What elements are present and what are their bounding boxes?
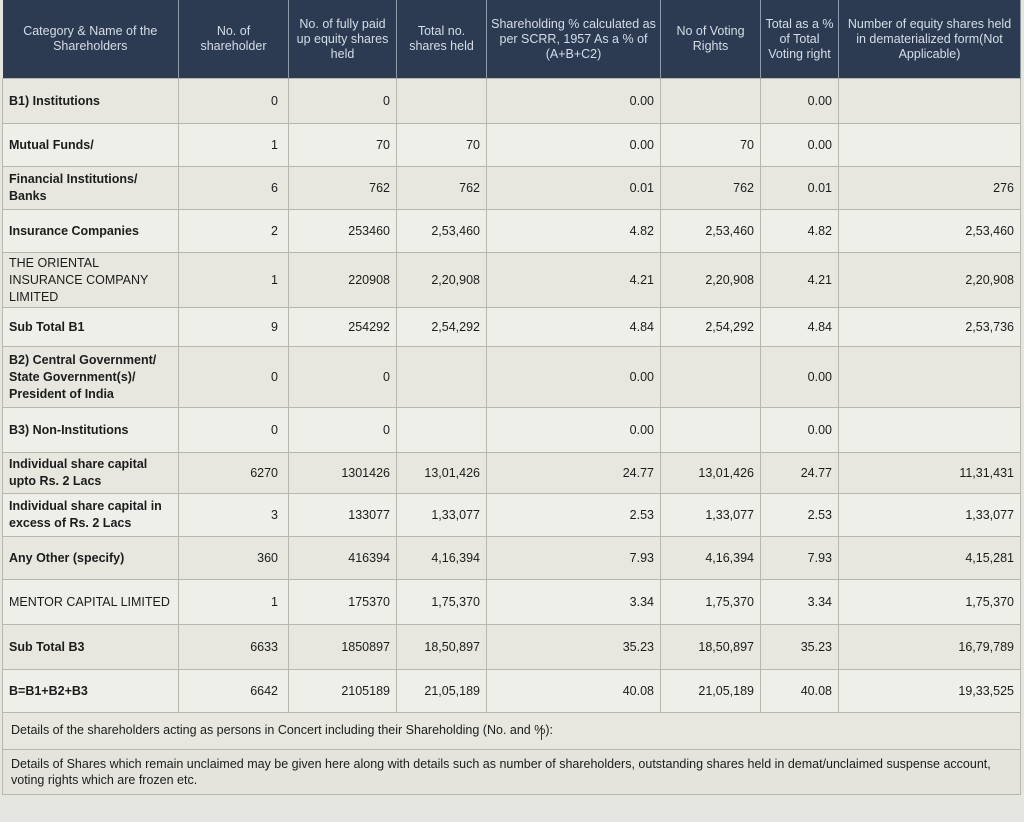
fully-paid-cell: 2105189 [289, 670, 397, 713]
demat-cell: 4,15,281 [839, 537, 1021, 580]
total-shares-cell: 18,50,897 [397, 625, 487, 670]
voting-rights-cell: 2,54,292 [661, 308, 761, 347]
fully-paid-cell: 220908 [289, 253, 397, 308]
total-shares-cell: 2,20,908 [397, 253, 487, 308]
table-row [3, 453, 1021, 494]
voting-pct-cell: 0.00 [761, 347, 839, 408]
category-cell: THE ORIENTAL INSURANCE COMPANY LIMITED [3, 253, 179, 308]
fully-paid-cell: 253460 [289, 210, 397, 253]
total-shares-cell: 1,75,370 [397, 580, 487, 625]
shareholders-cell: 1 [179, 580, 289, 625]
table-row [3, 670, 1021, 713]
shareholders-cell: 6270 [179, 453, 289, 494]
category-cell: B2) Central Government/ State Government(s)/ President of India [3, 347, 179, 408]
header-voting-rights: No of Voting Rights [661, 0, 761, 79]
total-shares-cell [397, 347, 487, 408]
fully-paid-cell: 70 [289, 124, 397, 167]
voting-pct-cell: 35.23 [761, 625, 839, 670]
voting-pct-cell: 0.00 [761, 124, 839, 167]
shareholders-cell: 0 [179, 347, 289, 408]
header-fully-paid: No. of fully paid up equity shares held [289, 0, 397, 79]
shareholders-cell: 0 [179, 79, 289, 124]
total-shares-cell: 70 [397, 124, 487, 167]
shareholding-pct-cell: 2.53 [487, 494, 661, 537]
fully-paid-cell: 175370 [289, 580, 397, 625]
fully-paid-cell: 0 [289, 408, 397, 453]
fully-paid-cell: 254292 [289, 308, 397, 347]
shareholding-pct-cell: 0.01 [487, 167, 661, 210]
fully-paid-cell: 0 [289, 79, 397, 124]
voting-rights-cell [661, 347, 761, 408]
category-cell: Mutual Funds/ [3, 124, 179, 167]
voting-rights-cell: 13,01,426 [661, 453, 761, 494]
demat-cell [839, 79, 1021, 124]
shareholding-pct-cell: 24.77 [487, 453, 661, 494]
category-cell: Individual share capital upto Rs. 2 Lacs [3, 453, 179, 494]
table-row [3, 537, 1021, 580]
header-demat: Number of equity shares held in dematerialized form(Not Applicable) [839, 0, 1021, 79]
total-shares-cell: 13,01,426 [397, 453, 487, 494]
demat-cell: 19,33,525 [839, 670, 1021, 713]
shareholding-pct-cell: 7.93 [487, 537, 661, 580]
voting-pct-cell: 4.21 [761, 253, 839, 308]
table-row [3, 167, 1021, 210]
fully-paid-cell: 133077 [289, 494, 397, 537]
shareholders-cell: 3 [179, 494, 289, 537]
shareholders-cell: 1 [179, 253, 289, 308]
header-shareholders: No. of shareholder [179, 0, 289, 79]
demat-cell [839, 124, 1021, 167]
table-row [3, 625, 1021, 670]
shareholders-cell: 6 [179, 167, 289, 210]
shareholding-pct-cell: 0.00 [487, 124, 661, 167]
table-row [3, 253, 1021, 308]
table-row [3, 580, 1021, 625]
voting-rights-cell [661, 79, 761, 124]
voting-rights-cell: 21,05,189 [661, 670, 761, 713]
voting-rights-cell: 4,16,394 [661, 537, 761, 580]
shareholding-pct-cell: 0.00 [487, 347, 661, 408]
note-cell [3, 713, 1021, 750]
total-shares-cell [397, 408, 487, 453]
header-shareholding-pct: Shareholding % calculated as per SCRR, 1957 As a % of (A+B+C2) [487, 0, 661, 79]
concert-note: Details of the shareholders acting as persons in Concert including their Shareholding (No. and %): [11, 723, 553, 737]
voting-rights-cell: 18,50,897 [661, 625, 761, 670]
unclaimed-note: Details of Shares which remain unclaimed may be given here along with details such as number of shareholders, outstanding shares held in demat/unclaimed suspense account, voting rights which are frozen etc. [3, 750, 1021, 795]
table-row [3, 494, 1021, 537]
category-cell: Financial Institutions/ Banks [3, 167, 179, 210]
demat-cell: 11,31,431 [839, 453, 1021, 494]
voting-pct-cell: 4.84 [761, 308, 839, 347]
header-total-shares: Total no. shares held [397, 0, 487, 79]
voting-rights-cell: 2,20,908 [661, 253, 761, 308]
shareholders-cell: 6633 [179, 625, 289, 670]
shareholders-cell: 2 [179, 210, 289, 253]
category-cell: B1) Institutions [3, 79, 179, 124]
voting-pct-cell: 7.93 [761, 537, 839, 580]
total-shares-cell: 2,54,292 [397, 308, 487, 347]
category-cell: B=B1+B2+B3 [3, 670, 179, 713]
demat-cell: 2,53,460 [839, 210, 1021, 253]
voting-pct-cell: 0.00 [761, 79, 839, 124]
voting-rights-cell [661, 408, 761, 453]
table-row [3, 79, 1021, 124]
table-row [3, 347, 1021, 408]
header-voting-pct: Total as a % of Total Voting right [761, 0, 839, 79]
shareholders-cell: 1 [179, 124, 289, 167]
shareholding-pct-cell: 40.08 [487, 670, 661, 713]
voting-pct-cell: 0.01 [761, 167, 839, 210]
demat-cell [839, 408, 1021, 453]
total-shares-cell: 4,16,394 [397, 537, 487, 580]
demat-cell: 2,20,908 [839, 253, 1021, 308]
table-row [3, 124, 1021, 167]
category-cell: Insurance Companies [3, 210, 179, 253]
category-cell: Sub Total B1 [3, 308, 179, 347]
shareholding-table [2, 0, 1021, 795]
shareholders-cell: 6642 [179, 670, 289, 713]
category-cell: Any Other (specify) [3, 537, 179, 580]
shareholding-pct-cell: 0.00 [487, 79, 661, 124]
voting-pct-cell: 0.00 [761, 408, 839, 453]
header-category: Category & Name of the Shareholders [3, 0, 179, 79]
header-row [3, 0, 1021, 79]
category-cell: MENTOR CAPITAL LIMITED [3, 580, 179, 625]
shareholders-cell: 0 [179, 408, 289, 453]
shareholding-pct-cell: 0.00 [487, 408, 661, 453]
fully-paid-cell: 0 [289, 347, 397, 408]
total-shares-cell [397, 79, 487, 124]
total-shares-cell: 2,53,460 [397, 210, 487, 253]
shareholders-cell: 9 [179, 308, 289, 347]
demat-cell [839, 347, 1021, 408]
voting-pct-cell: 24.77 [761, 453, 839, 494]
demat-cell: 276 [839, 167, 1021, 210]
demat-cell: 16,79,789 [839, 625, 1021, 670]
fully-paid-cell: 416394 [289, 537, 397, 580]
category-cell: Individual share capital in excess of Rs. 2 Lacs [3, 494, 179, 537]
fully-paid-cell: 1301426 [289, 453, 397, 494]
table-row [3, 210, 1021, 253]
shareholding-pct-cell: 4.84 [487, 308, 661, 347]
voting-rights-cell: 762 [661, 167, 761, 210]
voting-rights-cell: 2,53,460 [661, 210, 761, 253]
total-shares-cell: 21,05,189 [397, 670, 487, 713]
note-row [3, 750, 1021, 795]
table-row [3, 308, 1021, 347]
category-cell: Sub Total B3 [3, 625, 179, 670]
shareholding-pct-cell: 35.23 [487, 625, 661, 670]
total-shares-cell: 762 [397, 167, 487, 210]
demat-cell: 2,53,736 [839, 308, 1021, 347]
voting-pct-cell: 40.08 [761, 670, 839, 713]
voting-pct-cell: 4.82 [761, 210, 839, 253]
shareholders-cell: 360 [179, 537, 289, 580]
demat-cell: 1,75,370 [839, 580, 1021, 625]
voting-pct-cell: 2.53 [761, 494, 839, 537]
demat-cell: 1,33,077 [839, 494, 1021, 537]
fully-paid-cell: 762 [289, 167, 397, 210]
shareholding-pct-cell: 4.21 [487, 253, 661, 308]
note-row [3, 713, 1021, 750]
category-cell: B3) Non-Institutions [3, 408, 179, 453]
total-shares-cell: 1,33,077 [397, 494, 487, 537]
voting-rights-cell: 70 [661, 124, 761, 167]
voting-rights-cell: 1,33,077 [661, 494, 761, 537]
shareholding-pct-cell: 4.82 [487, 210, 661, 253]
table-row [3, 408, 1021, 453]
voting-rights-cell: 1,75,370 [661, 580, 761, 625]
fully-paid-cell: 1850897 [289, 625, 397, 670]
shareholding-pct-cell: 3.34 [487, 580, 661, 625]
voting-pct-cell: 3.34 [761, 580, 839, 625]
text-cursor-icon [541, 726, 548, 740]
